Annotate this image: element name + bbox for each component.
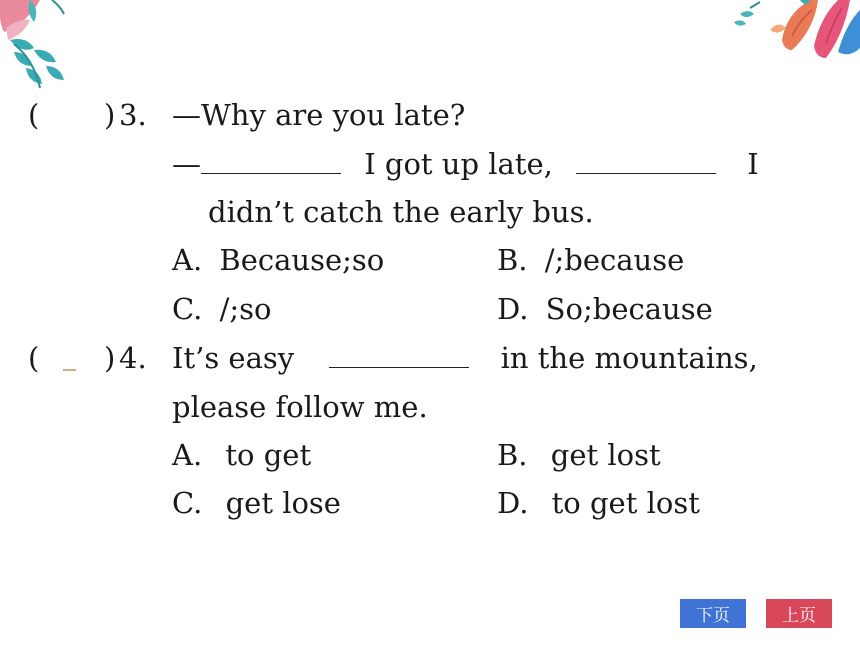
option-b: [497, 242, 684, 278]
option-a: [172, 437, 311, 473]
option-text: Because;so: [219, 243, 385, 277]
option-text: get lose: [225, 486, 341, 520]
question-number: 4.: [119, 341, 147, 375]
option-letter: C.: [172, 486, 203, 520]
option-d: [497, 291, 713, 327]
leaf-decoration-right-icon: [730, 0, 860, 70]
next-page-button[interactable]: 下页: [680, 599, 746, 628]
option-c: [172, 485, 341, 521]
reply-text: I got up late,: [364, 147, 553, 181]
option-text: to get lost: [551, 486, 700, 520]
answer-paren-open: (: [28, 98, 40, 132]
option-letter: B.: [497, 438, 528, 472]
option-letter: D.: [497, 486, 529, 520]
option-text: get lost: [550, 438, 661, 472]
option-letter: A.: [172, 438, 203, 472]
option-text: So;because: [545, 292, 713, 326]
option-text: to get: [225, 438, 312, 472]
question-stem: [172, 340, 758, 376]
previous-page-button[interactable]: 上页: [766, 599, 832, 628]
option-letter: B.: [497, 243, 528, 277]
question-stem: —Why are you late?: [172, 98, 466, 132]
answer-blank[interactable]: [201, 147, 341, 174]
option-d: [497, 485, 700, 521]
answer-paren-open: (: [28, 341, 40, 375]
answer-blank[interactable]: [576, 147, 716, 174]
reply-dash: —: [172, 147, 201, 181]
option-a: [172, 242, 384, 278]
option-letter: D.: [497, 292, 529, 326]
option-letter: A.: [172, 243, 203, 277]
question-number: 3.: [119, 98, 147, 132]
answer-blank[interactable]: [329, 341, 469, 368]
stem-end: in the mountains,: [500, 341, 758, 375]
option-text: /;because: [544, 243, 685, 277]
answer-mark: [63, 369, 76, 371]
option-text: /;so: [219, 292, 272, 326]
question-continuation: didn’t catch the early bus.: [208, 195, 594, 229]
stem-start: It’s easy: [172, 341, 295, 375]
answer-paren-close: ): [104, 341, 116, 375]
reply-line: [172, 146, 759, 182]
option-c: [172, 291, 271, 327]
option-letter: C.: [172, 292, 203, 326]
question-continuation: please follow me.: [172, 390, 428, 424]
answer-paren-close: ): [104, 98, 116, 132]
leaf-decoration-left-icon: [0, 0, 90, 95]
option-b: [497, 437, 661, 473]
reply-text-end: I: [747, 147, 759, 181]
